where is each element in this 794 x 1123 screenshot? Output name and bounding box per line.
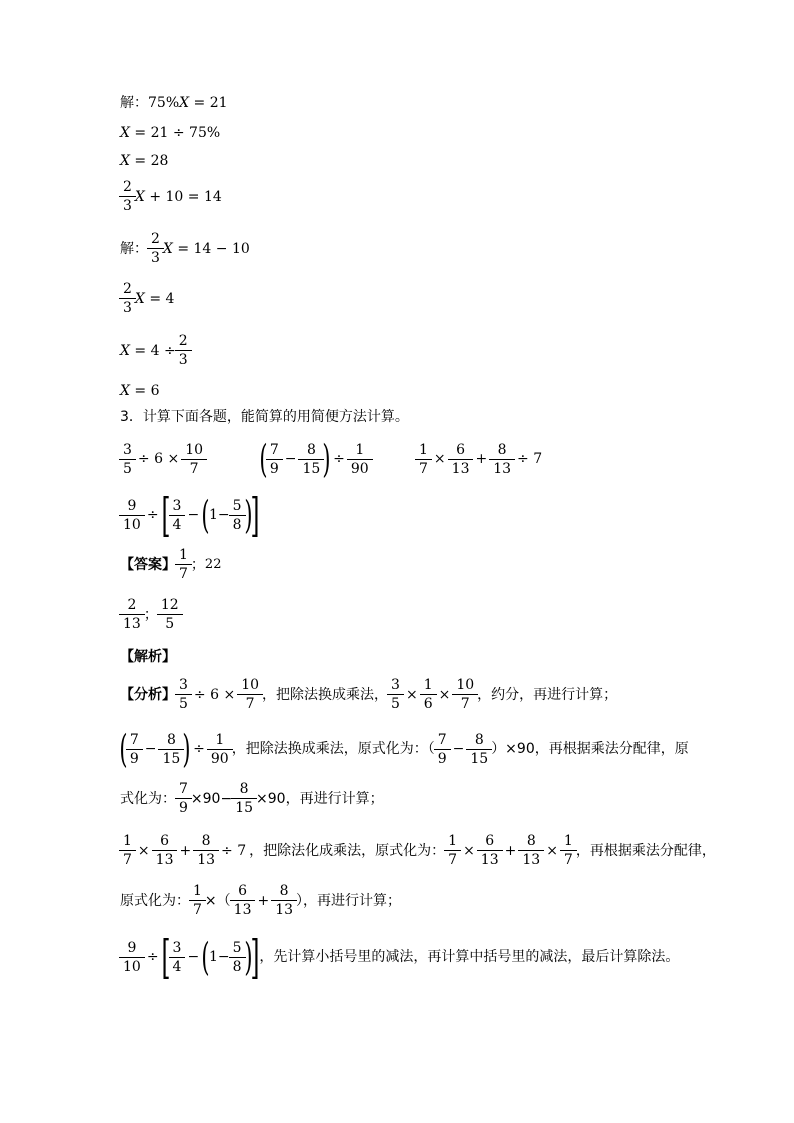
solution2-line4: X = 6 bbox=[120, 383, 160, 399]
expr2: ( 7 9 − $\frac{8}{15}$ ) ÷ $\frac{1}{90}$ bbox=[260, 440, 416, 478]
expr1: $\frac{3}{5}$ ÷ 6 × $\frac{10}{7}$ bbox=[120, 443, 260, 476]
expr4: $\frac{9}{10}$ ÷ [ 3 4 − ( 1− $\frac{5}{8}$ ) ] bbox=[120, 492, 259, 538]
analysis-label: 【解析】 bbox=[120, 649, 176, 665]
solution1-line1 bbox=[120, 96, 228, 110]
text: ，再根据乘法分配律， bbox=[575, 842, 716, 859]
solution2-line3: X = 4 ÷ $\frac{2}{3}$ bbox=[120, 334, 191, 367]
equation: X = 21 ÷ 75% bbox=[120, 125, 221, 141]
answer-label: 【答案】 bbox=[120, 556, 176, 573]
equation: 75%X = 21 bbox=[148, 95, 228, 111]
answer-4: 12 5 bbox=[159, 598, 181, 631]
text: ，把除法换成乘法， bbox=[262, 686, 389, 703]
text: ）×90，再根据乘法分配律，原 bbox=[491, 741, 689, 757]
analysis-p4: $\frac{1}{7}$ × $\frac{6}{13}$ + $\frac{8}{13}$ ÷ 7 ，把除法化成乘法，原式化为： $\frac{1}{7}$ × $\frac{6}{13}$ + $\frac{8}{13}$ × $\frac{1}{7}$ ，再根据乘法分配律， bbox=[120, 834, 716, 867]
fraction: $\frac{2}{3}$ bbox=[177, 334, 190, 367]
text: ×90，再进行计算； bbox=[256, 790, 384, 807]
answer-1: 1 7 bbox=[177, 548, 190, 581]
solution1-line2 bbox=[120, 126, 220, 140]
solution2-line1: 解： 2 3 X = 14 − 10 bbox=[120, 231, 250, 266]
text: ×90− bbox=[190, 790, 233, 807]
text: 原式化为： bbox=[120, 892, 190, 909]
fraction: 2 3 bbox=[121, 282, 134, 315]
separator: ； bbox=[190, 556, 205, 573]
analysis-p1: 【分析】 $\frac{3}{5}$ ÷ 6 × $\frac{10}{7}$ ，把除法换成乘法， $\frac{3}{5}$ × $\frac{1}{6}$ × $\frac{10}{7}$ ，约分，再进行计算； bbox=[120, 677, 618, 712]
separator: ； bbox=[143, 606, 158, 623]
question3-expressions bbox=[120, 437, 545, 481]
answer-3: 2 13 bbox=[121, 598, 143, 631]
text: ×（ bbox=[204, 892, 231, 909]
answer-2: 22 bbox=[204, 557, 222, 572]
analysis-p5: 原式化为： $\frac{1}{7}$ ×（ 6 13 + $\frac{8}{13}$ ），再进行计算； bbox=[120, 883, 402, 918]
solution2-equation: 2 3 X + 10 = 14 bbox=[120, 180, 222, 213]
expr3: $\frac{1}{7}$ × $\frac{6}{13}$ + $\frac{8}{13}$ ÷ 7 bbox=[416, 443, 545, 476]
answer-line2 bbox=[120, 598, 182, 631]
jie-label: 解： bbox=[120, 95, 148, 111]
text: ，把除法换成乘法，原式化为：（ bbox=[231, 741, 435, 757]
fraction: 2 3 bbox=[121, 180, 134, 213]
equation: X = 28 bbox=[120, 153, 169, 169]
analysis-p3: 式化为： $\frac{7}{9}$ ×90− $\frac{8}{15}$ ×90，再进行计算； bbox=[120, 781, 384, 816]
analysis-p2: ( 7 9 − $\frac{8}{15}$ ) ÷ $\frac{1}{90}$ ，把除法换成乘法，原式化为：（ 7 9 − $\frac{8}{15}$ ）×90，再根据乘法分配律，原 bbox=[119, 727, 689, 771]
fenxi-label: 【分析】 bbox=[120, 686, 176, 703]
text: ，把除法化成乘法，原式化为： bbox=[249, 842, 446, 859]
solution1-line3 bbox=[120, 154, 168, 168]
answer-line1 bbox=[120, 548, 221, 581]
text: 式化为： bbox=[120, 790, 176, 807]
text: ，先计算小括号里的减法，再计算中括号里的减法，最后计算除法。 bbox=[259, 949, 680, 965]
jie-label: 解： bbox=[120, 240, 148, 257]
fraction: 2 3 bbox=[149, 232, 162, 265]
solution2-line2: 2 3 X = 4 bbox=[120, 282, 174, 315]
text: ，约分，再进行计算； bbox=[477, 686, 618, 703]
text: ），再进行计算； bbox=[296, 892, 402, 909]
question3-title: 3．计算下面各题，能简算的用简便方法计算。 bbox=[120, 409, 409, 425]
analysis-p6: $\frac{9}{10}$ ÷ [ 3 4 − ( 1− $\frac{5}{8}$ ) ] ，先计算小括号里的减法，再计算中括号里的减法，最后计算除法。 bbox=[120, 934, 679, 980]
